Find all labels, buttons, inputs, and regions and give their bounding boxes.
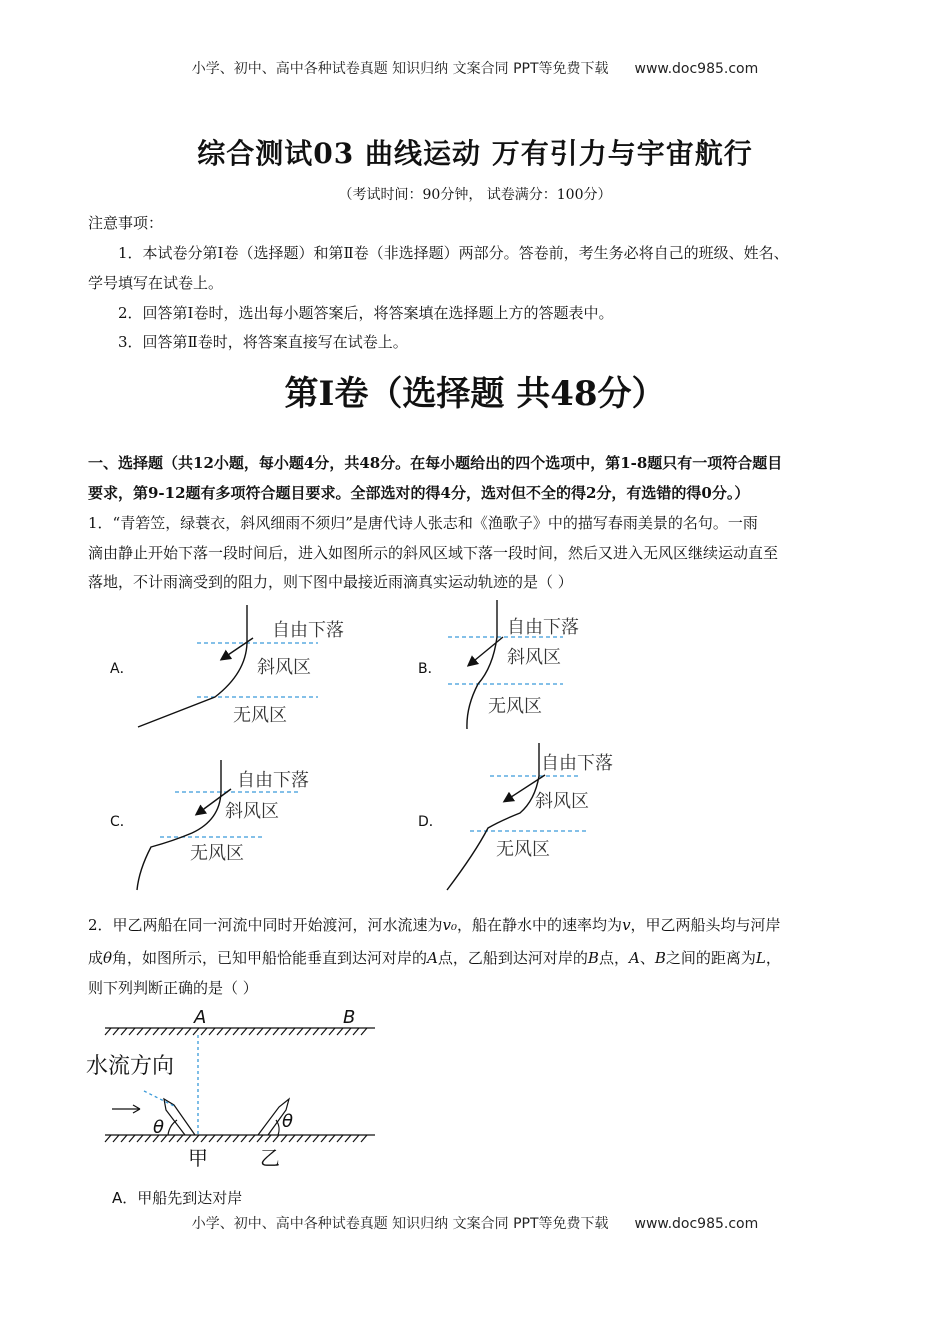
page-footer	[0, 1213, 950, 1233]
q1-line-1: 1．“青箬笠，绿蓑衣，斜风细雨不须归”是唐代诗人张志和《渔歌子》中的描写春雨美景的名句。一雨	[88, 514, 758, 532]
jia-heading-line	[144, 1091, 176, 1107]
q1-line-3: 落地，不计雨滴受到的阻力，则下图中最接近雨滴真实运动轨迹的是（ ）	[88, 573, 573, 591]
option-a-slant-wind-label: 斜风区	[257, 657, 311, 678]
theta-symbol: θ	[103, 949, 113, 967]
option-d-no-wind-label: 无风区	[496, 839, 550, 860]
q2-line-1: 2．甲乙两船在同一河流中同时开始渡河，河水流速为v₀，船在静水中的速率均为v，甲乙两船头均与河岸	[88, 916, 781, 934]
option-b-no-wind-label: 无风区	[488, 696, 542, 717]
option-c-trajectory	[137, 760, 221, 890]
exam-info: （考试时间：90分钟， 试卷满分：100分）	[338, 187, 612, 203]
v-symbol: v	[622, 916, 631, 934]
far-bank-hatching	[105, 1028, 367, 1035]
notice-item-1: 1．本试卷分第Ⅰ卷（选择题）和第Ⅱ卷（非选择题）两部分。答卷前，考生务必将自己的班级、姓名、	[118, 244, 789, 262]
header-url[interactable]: www.doc985.com	[634, 61, 759, 77]
point-b-label: B	[343, 1007, 356, 1028]
option-a-no-wind-label: 无风区	[233, 705, 287, 726]
page-header	[0, 58, 950, 78]
option-b-slant-wind-label: 斜风区	[507, 647, 561, 668]
option-b-label[interactable]: B．	[418, 661, 442, 677]
q2-river-figure	[80, 1003, 390, 1185]
q1-trajectory-figure	[0, 595, 950, 900]
option-d-slant-wind-label: 斜风区	[535, 791, 589, 812]
option-b-free-fall-label: 自由下落	[507, 617, 579, 638]
near-bank-hatching	[105, 1135, 367, 1142]
l-symbol: L	[755, 949, 766, 967]
q2-option-a[interactable]: A．甲船先到达对岸	[112, 1189, 243, 1207]
option-b-wind-arrow	[469, 637, 503, 665]
option-d-trajectory	[447, 743, 539, 890]
boat-yi-label: 乙	[260, 1146, 280, 1170]
instructions-line-1: 一、选择题（共12小题，每小题4分，共48分。在每小题给出的四个选项中，第1-8题只有一项符合题目	[88, 454, 783, 472]
option-d-free-fall-label: 自由下落	[541, 753, 613, 774]
notice-heading: 注意事项：	[88, 214, 164, 232]
notice-item-1-cont: 学号填写在试卷上。	[88, 274, 224, 292]
option-c-no-wind-label: 无风区	[190, 843, 244, 864]
boat-jia-label: 甲	[188, 1146, 208, 1170]
footer-url[interactable]: www.doc985.com	[634, 1216, 759, 1232]
theta-label-yi: θ	[282, 1111, 294, 1132]
flow-direction-label: 水流方向	[86, 1054, 175, 1079]
option-a-free-fall-label: 自由下落	[272, 620, 344, 641]
option-c-label[interactable]: C．	[110, 814, 134, 830]
theta-label-jia: θ	[153, 1117, 165, 1138]
header-text: 小学、初中、高中各种试卷真题 知识归纳 文案合同 PPT等免费下载	[191, 61, 609, 77]
section-title: 第Ⅰ卷（选择题 共48分）	[284, 374, 666, 414]
option-a-label[interactable]: A．	[110, 661, 134, 677]
option-a-trajectory	[138, 605, 247, 727]
option-c-free-fall-label: 自由下落	[237, 770, 309, 791]
point-a-label: A	[194, 1007, 207, 1028]
v0-symbol: v₀	[442, 916, 458, 934]
option-d-label[interactable]: D．	[418, 814, 443, 830]
page-title: 综合测试03 曲线运动 万有引力与宇宙航行	[197, 137, 753, 170]
option-c-slant-wind-label: 斜风区	[225, 801, 279, 822]
boat-jia	[164, 1099, 195, 1135]
option-a-wind-arrow	[222, 638, 253, 659]
footer-text: 小学、初中、高中各种试卷真题 知识归纳 文案合同 PPT等免费下载	[191, 1216, 609, 1232]
notice-item-2: 2．回答第Ⅰ卷时，选出每小题答案后，将答案填在选择题上方的答题表中。	[118, 304, 614, 322]
q2-line-2: 成θ角，如图所示，已知甲船恰能垂直到达河对岸的A点，乙船到达河对岸的B点，A、B之间的距离为L，	[88, 949, 781, 967]
flow-arrow	[112, 1105, 140, 1113]
notice-item-3: 3．回答第Ⅱ卷时，将答案直接写在试卷上。	[118, 333, 408, 351]
instructions-line-2: 要求，第9-12题有多项符合题目要求。全部选对的得4分，选对但不全的得2分，有选错的得0分。）	[88, 484, 750, 502]
q2-line-3: 则下列判断正确的是（ ）	[88, 979, 258, 997]
q1-line-2: 滴由静止开始下落一段时间后，进入如图所示的斜风区域下落一段时间，然后又进入无风区继续运动直至	[88, 544, 779, 562]
